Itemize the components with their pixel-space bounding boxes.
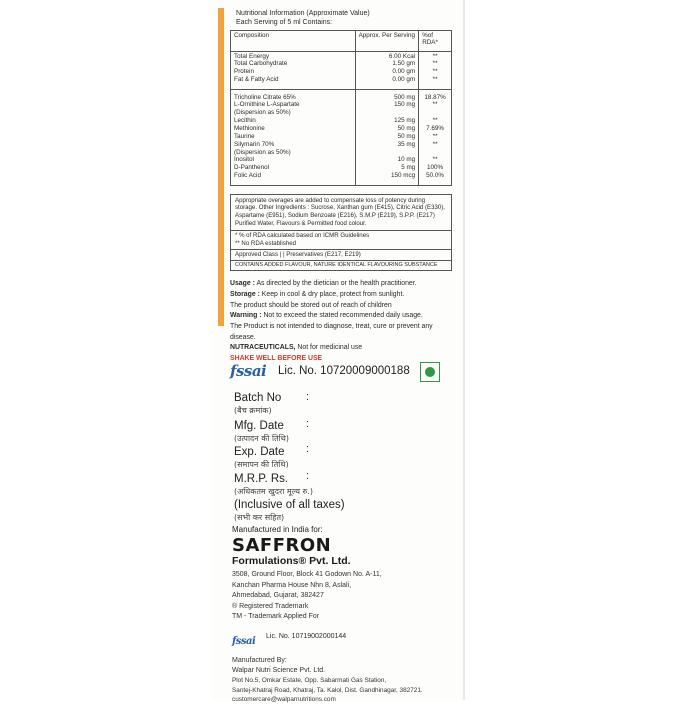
nutraceuticals-line: [230, 343, 452, 354]
saffron-logo: SAFFRON: [232, 535, 332, 556]
energy-name-0: Total Energy: [234, 52, 270, 60]
usage-section: [230, 279, 452, 365]
col-rda: %of RDA*: [419, 30, 452, 51]
batch-no-label: Batch No: [234, 392, 282, 404]
energy-values: [355, 51, 419, 89]
approved-class: Approved Class | | Preservatives (E217, E219): [230, 250, 452, 261]
usage-text: As directed by the dietician or the health practitioner.: [256, 280, 417, 288]
storage-line-2: The product should be stored out of reach of children: [230, 301, 392, 309]
energy-value-1: 1.50 gm: [392, 60, 416, 68]
ingredient-name-7: (Dispersion as 50%): [234, 148, 291, 156]
ingredient-name-0: Tricholine Citrate 65%: [234, 93, 296, 101]
address-line-2: Kanchan Pharma House Nhn 8, Aslali,: [232, 581, 352, 589]
shake-warning: SHAKE WELL BEFORE USE: [230, 355, 323, 363]
registered-tm: ® Registered Trademark: [232, 602, 309, 610]
storage-line: [230, 290, 452, 301]
mfg-date-field: [234, 420, 289, 444]
marketer-address: [232, 570, 382, 623]
ingredient-rda-7: [422, 149, 448, 157]
warning-text: Not to exceed the stated recommended daily usage.: [263, 312, 423, 320]
ingredient-value-7: [359, 149, 416, 157]
rda-notes: [230, 231, 452, 250]
taxes-label: (Inclusive of all taxes): [234, 499, 345, 511]
mfg-date-label: Mfg. Date: [234, 420, 284, 432]
manufacturer-name: Walpar Nutri Science Pvt. Ltd.: [232, 667, 326, 675]
exp-date-field: [234, 446, 289, 470]
warning-line: [230, 311, 452, 322]
ingredient-name-10: Folic Acid: [234, 172, 261, 180]
mfg-date-hindi: (उत्पादन की तिथि): [234, 434, 289, 443]
mrp-hindi: (अधिकतम खुदरा मूल्य रु.): [234, 487, 314, 496]
serving-size: Each Serving of 5 ml Contains:: [236, 18, 333, 26]
veg-dot: [425, 367, 435, 377]
ingredient-value-5: 50 mg: [397, 132, 416, 140]
energy-rda-0: **: [432, 52, 438, 60]
saffron-company: Formulations® Pvt. Ltd.: [232, 555, 351, 567]
usage-line: [230, 279, 452, 290]
manufacturer-email: customercare@walparnutritions.com: [232, 695, 336, 703]
nutra-text: Not for medicinal use: [297, 344, 363, 352]
ingredient-rda-0: 18.87%: [424, 93, 446, 101]
fssai-license: Lic. No. 10720009000188: [278, 365, 410, 377]
fssai-logo-small: fssai: [232, 636, 256, 647]
manufactured-for: Manufactured in India for:: [232, 525, 323, 534]
ingredient-rda-1: **: [432, 101, 438, 109]
batch-no-colon: :: [306, 391, 310, 403]
ingredient-value-6: 35 mg: [397, 140, 416, 148]
ingredient-value-0: 500 mg: [394, 93, 416, 101]
ingredient-rda-10: 50.0%: [426, 172, 445, 180]
ingredient-name-2: (Dispersion as 50%): [234, 109, 291, 117]
usage-label: Usage :: [230, 280, 255, 288]
col-composition: Composition: [231, 30, 356, 51]
ingredient-names: [231, 89, 356, 185]
ingredient-name-1: L-Ornithine L-Aspartate: [234, 101, 300, 109]
fssai-logo: fssai: [230, 362, 267, 380]
manufacturer-block: [232, 656, 423, 704]
contains-flavour: CONTAINS ADDED FLAVOUR, NATURE IDENTICAL FLAVOURING SUBSTANCE: [230, 261, 452, 271]
exp-date-colon: :: [306, 443, 310, 455]
ingredient-value-1: 150 mg: [394, 101, 416, 109]
energy-rda-3: **: [432, 76, 438, 84]
energy-name-2: Protein: [234, 68, 254, 76]
ingredient-value-3: 125 mg: [394, 117, 416, 125]
marketer-fssai-row: [232, 631, 446, 647]
batch-no-hindi: (बैच क्रमांक): [234, 406, 272, 415]
mfg-date-colon: :: [306, 418, 310, 430]
ingredient-rda-4: 7.69%: [426, 124, 445, 132]
energy-names: [231, 51, 356, 89]
ingredient-rda: [419, 89, 452, 185]
rda-note-2: ** No RDA established: [235, 240, 296, 248]
storage-label: Storage :: [230, 290, 260, 298]
ingredient-rda-2: [422, 109, 448, 117]
energy-value-3: 0.00 gm: [392, 76, 416, 84]
mrp-colon: :: [306, 470, 310, 482]
nutrition-header: [236, 10, 452, 28]
address-line-1: 3508, Ground Floor, Block 41 Godown No. A-11,: [232, 571, 382, 578]
exp-date-hindi: (समापन की तिथि): [234, 460, 289, 469]
warning-label: Warning :: [230, 312, 262, 320]
nutra-label: NUTRACEUTICALS,: [230, 344, 296, 352]
ingredient-value-9: 5 mg: [401, 164, 416, 172]
ingredient-value-8: 10 mg: [397, 156, 416, 164]
col-per-serving: Approx. Per Serving: [355, 30, 419, 51]
batch-no-field: [234, 392, 281, 416]
manufactured-by: Manufactured By:: [232, 657, 287, 664]
ingredient-name-5: Taurine: [234, 132, 255, 140]
energy-value-0: 6.00 Kcal: [388, 52, 416, 60]
manufacturer-addr-1: Plot No.5, Omkar Estate, Opp. Sabarmati Gas Station,: [232, 677, 387, 685]
energy-name-3: Fat & Fatty Acid: [234, 76, 279, 84]
ingredient-value-4: 50 mg: [397, 124, 416, 132]
manufacturer-addr-2: Santej-Khatraj Road, Khatraj, Ta. Kalol, Dist. Gandhinagar, 382721.: [232, 686, 423, 694]
ingredient-name-4: Methionine: [234, 124, 265, 132]
taxes-hindi: (सभी कर सहित): [234, 513, 285, 522]
marketer-license: Lic. No. 10719002000144: [266, 633, 347, 640]
ingredient-rda-3: **: [432, 117, 438, 125]
energy-rda-1: **: [432, 60, 438, 68]
ingredient-rda-9: 100%: [427, 164, 444, 172]
energy-name-1: Total Carbohydrate: [234, 60, 288, 68]
energy-rows: [231, 51, 452, 89]
overage-note: Appropriate overages are added to compensate loss of potency during storage. Other Ingredients : Sucrose, Xanthan gum (E415), Citric Acid (E330), Aspartame (E951), Sodium Benzoate (E216), S.M.P (E219), S.P.P. (E217) Purified Water, Flavours & Permitted food colour.: [230, 194, 452, 232]
disclaimer: The Product is not intended to diagnose, treat, cure or prevent any disease.: [230, 322, 433, 341]
ingredient-value-10: 150 mcg: [391, 172, 416, 180]
energy-value-2: 0.00 gm: [392, 68, 416, 76]
ingredient-rda-6: **: [432, 140, 438, 148]
table-header-row: [231, 30, 452, 51]
panel-edge: [463, 0, 465, 700]
exp-date-label: Exp. Date: [234, 446, 285, 458]
ingredient-rda-5: **: [432, 132, 438, 140]
taxes-field: [234, 499, 345, 523]
label-content: [230, 10, 452, 365]
nutrition-table: [230, 30, 452, 186]
veg-mark-icon: [420, 362, 440, 382]
energy-rda: [419, 51, 452, 89]
rda-note-1: * % of RDA calculated based on ICMR Guidelines: [235, 232, 370, 240]
mrp-label: M.R.P. Rs.: [234, 473, 289, 485]
orange-stripe: [218, 8, 224, 326]
ingredient-rda-8: **: [432, 156, 438, 164]
mrp-field: [234, 473, 313, 497]
ingredient-value-2: [359, 109, 416, 117]
tm-applied: TM - Trademark Applied For: [232, 613, 320, 620]
ingredient-name-8: Inositol: [234, 156, 254, 164]
ingredient-rows: [231, 89, 452, 185]
nutrition-title: Nutritional Information (Approximate Value): [236, 10, 370, 17]
fssai-license-row: [230, 362, 444, 388]
energy-rda-2: **: [432, 68, 438, 76]
ingredient-name-6: Silymarin 70%: [234, 140, 275, 148]
ingredient-values: [355, 89, 419, 185]
ingredient-name-9: D-Panthenol: [234, 164, 270, 172]
address-line-3: Ahmedabad, Gujarat, 382427: [232, 592, 324, 599]
storage-text: Keep in cool & dry place, protect from sunlight.: [261, 290, 405, 298]
ingredient-name-3: Lecithin: [234, 117, 256, 125]
